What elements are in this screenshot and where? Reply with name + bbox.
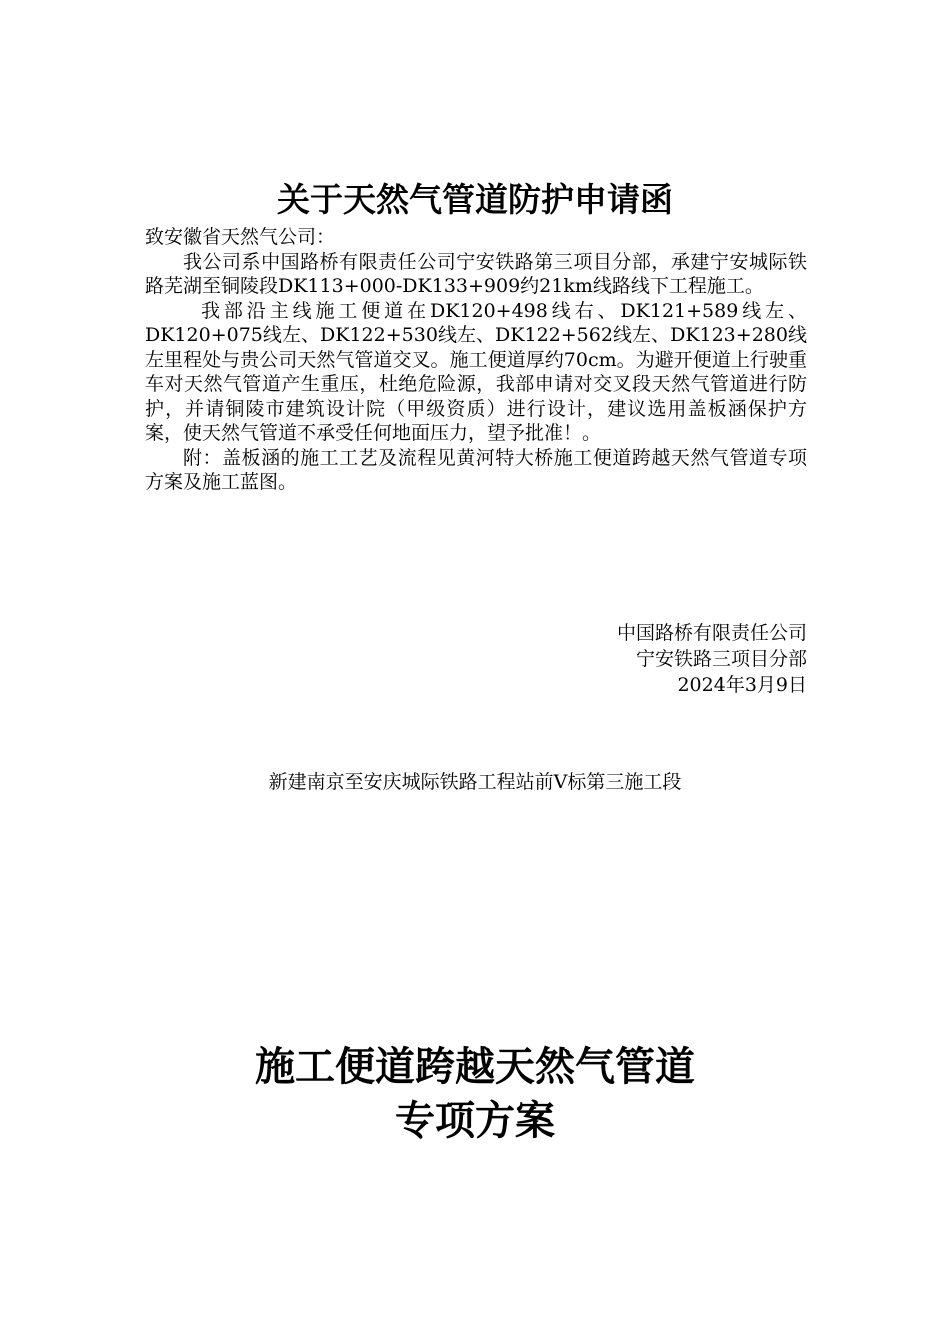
letter-title: 关于天然气管道防护申请函 [277,180,673,219]
signature-block [477,620,807,698]
letter-paragraph-attachment: 附：盖板涵的施工工艺及流程见黄河特大桥施工便道跨越天然气管道专项方案及施工蓝图。 [145,446,807,493]
letter-salutation: 致安徽省天然气公司： [145,226,336,248]
letter-body [145,225,807,495]
letter-paragraph-request: 我部沿主线施工便道在DK120+498线右、DK121+589线左、DK120+075线左、DK122+530线左、DK122+562线左、DK123+280线左里程处与贵公司天然气管道交叉。施工便道厚约70cm。为避开便道上行驶重车对天然气管道产生重压，杜绝危险源，我部申请对交叉段天然气管道进行防护，并请铜陵市建筑设计院（甲级资质）进行设计，建议选用盖板涵保护方案，使天然气管道不承受任何地面压力，望予批准！。 [145,299,807,444]
cover-title-line-2: 专项方案 [395,1097,555,1144]
cover-title-line-1: 施工便道跨越天然气管道 [255,1043,695,1090]
cover-title [0,1040,950,1148]
signature-division: 宁安铁路三项目分部 [635,648,807,670]
signature-date: 2024年3月9日 [677,674,807,696]
project-section-heading: 新建南京至安庆城际铁路工程站前Ⅴ标第三施工段 [268,771,682,793]
signature-company: 中国路桥有限责任公司 [616,622,807,644]
letter-paragraph-intro: 我公司系中国路桥有限责任公司宁安铁路第三项目分部，承建宁安城际铁路芜湖至铜陵段DK113+000-DK133+909约21km线路线下工程施工。 [145,250,807,297]
